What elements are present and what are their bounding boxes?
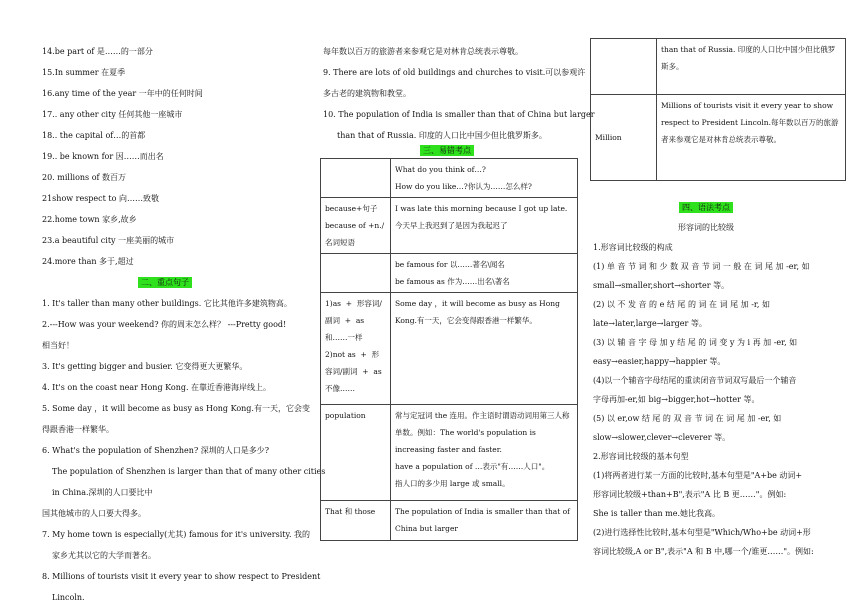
table-row bbox=[321, 159, 578, 198]
sentence-5b: 得跟香港一样繁华。 bbox=[42, 425, 114, 434]
sentence-7: 7. My home town is especially(尤其) famous for it's university. 我的 bbox=[42, 530, 311, 539]
phrase-18: 18.. the capital of…的首都 bbox=[42, 131, 146, 140]
sentence-6: 6. What's the population of Shenzhen? 深圳的人口是多少? bbox=[42, 446, 270, 455]
sentence-3: 3. It's getting bigger and busier. 它变得更大更繁华。 bbox=[42, 362, 248, 371]
grammar-line: (5) 以 er,ow 结 尾 的 双 音 节 词 在 词 尾 加 -er, 如 bbox=[593, 414, 782, 423]
sentence-1: 1. It's taller than many other buildings. 它比其他许多建筑物高。 bbox=[42, 299, 292, 308]
phrase-22: 22.home town 家乡,故乡 bbox=[42, 215, 137, 224]
table-cell: population bbox=[321, 405, 391, 501]
grammar-line: small→smaller,short→shorter 等。 bbox=[593, 281, 730, 290]
section-3-title: 三、易错考点 bbox=[420, 145, 474, 156]
table-row bbox=[591, 95, 846, 181]
sentence-7b: 家乡尤其以它的大学而著名。 bbox=[52, 551, 156, 560]
grammar-line: 字母再加-er,如 big→bigger,hot→hotter 等。 bbox=[593, 395, 760, 404]
grammar-line: She is taller than me.她比我高。 bbox=[593, 509, 721, 518]
table-cell: Million bbox=[591, 95, 657, 181]
phrase-17: 17.. any other city 任何其他一座城市 bbox=[42, 110, 183, 119]
table-row bbox=[321, 254, 578, 293]
section-2-title: 二、重点句子 bbox=[138, 277, 192, 288]
grammar-line: (3) 以 辅 音 字 母 加 y 结 尾 的 词 变 y 为 i 再 加 -er, 如 bbox=[593, 338, 798, 347]
phrase-23: 23.a beautiful city 一座美丽的城市 bbox=[42, 236, 175, 245]
table-row bbox=[321, 405, 578, 501]
grammar-line: (1)将两者进行某一方面的比较时,基本句型是"A+be 动词+ bbox=[593, 471, 803, 480]
table-cell: Some day ，it will become as busy as Hong Kong.有一天，它会变得跟香港一样繁华。 bbox=[391, 293, 578, 405]
table-cell: 1)as + 形容词/副词 + as 和……一样 2)not as + 形容词/副词 + as 不像…… bbox=[321, 293, 391, 405]
phrase-19: 19.. be known for 因……而出名 bbox=[42, 152, 164, 161]
table-cell: I was late this morning because I got up late. 今天早上我迟到了是因为我起迟了 bbox=[391, 198, 578, 254]
mid-line-2: 9. There are lots of old buildings and churches to visit.可以参观许 bbox=[323, 68, 586, 77]
grammar-line: 1.形容词比较级的构成 bbox=[593, 243, 673, 252]
grammar-line: 容词比较级,A or B",表示"A 和 B 中,哪一个/谁更……"。例如: bbox=[593, 547, 814, 556]
grammar-line: slow→slower,clever→cleverer 等。 bbox=[593, 433, 731, 442]
phrase-20: 20. millions of 数百万 bbox=[42, 173, 127, 182]
grammar-line: (2)进行选择性比较时,基本句型是"Which/Who+be 动词+形 bbox=[593, 528, 811, 537]
table-row bbox=[321, 501, 578, 541]
table-cell bbox=[321, 159, 391, 198]
phrase-21: 21show respect to 向……致敬 bbox=[42, 194, 159, 203]
table-cell: because+句子 because of +n./名词短语 bbox=[321, 198, 391, 254]
sentence-8: 8. Millions of tourists visit it every year to show respect to President bbox=[42, 572, 321, 581]
table-row bbox=[321, 293, 578, 405]
table-cell: Millions of tourists visit it every year to show respect to President Lincoln.每年数以百万的旅游者来参观它是对林肯总统表示尊敬。 bbox=[657, 95, 846, 181]
table-cell bbox=[591, 39, 657, 95]
table-cell: What do you think of…? How do you like…?你认为……怎么样? bbox=[391, 159, 578, 198]
right-table bbox=[590, 38, 846, 181]
sentence-4: 4. It's on the coast near Hong Kong. 在靠近香港海岸线上。 bbox=[42, 383, 272, 392]
sentence-6d: 国其他城市的人口要大得多。 bbox=[42, 509, 146, 518]
grammar-line: (2) 以 不 发 音 的 e 结 尾 的 词 在 词 尾 加 -r, 如 bbox=[593, 300, 770, 309]
mid-line-5: than that of Russia. 印度的人口比中国少但比俄罗斯多。 bbox=[337, 131, 547, 140]
table-cell: That 和 those bbox=[321, 501, 391, 541]
sentence-6c: in China.深圳的人口要比中 bbox=[52, 488, 153, 497]
sentence-2: 2.---How was your weekend? 你的周末怎么样？ ---Pretty good! bbox=[42, 320, 287, 329]
grammar-line: easy→easier,happy→happier 等。 bbox=[593, 357, 726, 366]
grammar-line: (4)以一个辅音字母结尾的重读闭音节词双写最后一个辅音 bbox=[593, 376, 797, 385]
phrase-24: 24.more than 多于,超过 bbox=[42, 257, 134, 266]
sentence-6b: The population of Shenzhen is larger than that of many other cities bbox=[52, 467, 326, 476]
grammar-line: 2.形容词比较级的基本句型 bbox=[593, 452, 689, 461]
table-row bbox=[591, 39, 846, 95]
grammar-line: 形容词比较级+than+B",表示"A 比 B 更……"。例如: bbox=[593, 490, 787, 499]
phrase-15: 15.In summer 在夏季 bbox=[42, 68, 126, 77]
section-4-title: 四、语法考点 bbox=[679, 202, 733, 213]
error-points-table bbox=[320, 158, 578, 541]
table-cell: than that of Russia. 印度的人口比中国少但比俄罗斯多。 bbox=[657, 39, 846, 95]
table-cell bbox=[321, 254, 391, 293]
grammar-subtitle: 形容词的比较级 bbox=[678, 223, 734, 232]
sentence-8b: Lincoln. bbox=[52, 593, 85, 602]
phrase-16: 16.any time of the year 一年中的任何时间 bbox=[42, 89, 203, 98]
mid-line-1: 每年数以百万的旅游者来参观它是对林肯总统表示尊敬。 bbox=[323, 47, 523, 56]
grammar-line: (1) 单 音 节 词 和 少 数 双 音 节 词 一 般 在 词 尾 加 -er, 如 bbox=[593, 262, 810, 271]
mid-line-3: 多古老的建筑物和教堂。 bbox=[323, 89, 411, 98]
table-cell: The population of India is smaller than that of China but larger bbox=[391, 501, 578, 541]
sentence-5: 5. Some day ，it will become as busy as Hong Kong.有一天，它会变 bbox=[42, 404, 310, 413]
table-cell: be famous for 以……著名\闻名 be famous as 作为……出名\著名 bbox=[391, 254, 578, 293]
table-cell: 常与定冠词 the 连用。作主语时谓语动词用第三人称单数。例如：The world's population is increasing faster and faster. have a population of …表示"有……人口"。 指人口的多少用 large 或 small。 bbox=[391, 405, 578, 501]
mid-line-4: 10. The population of India is smaller than that of China but larger bbox=[323, 110, 595, 119]
table-row bbox=[321, 198, 578, 254]
phrase-14: 14.be part of 是……的一部分 bbox=[42, 47, 153, 56]
sentence-2b: 相当好！ bbox=[42, 341, 74, 350]
grammar-line: late→later,large→larger 等。 bbox=[593, 319, 707, 328]
